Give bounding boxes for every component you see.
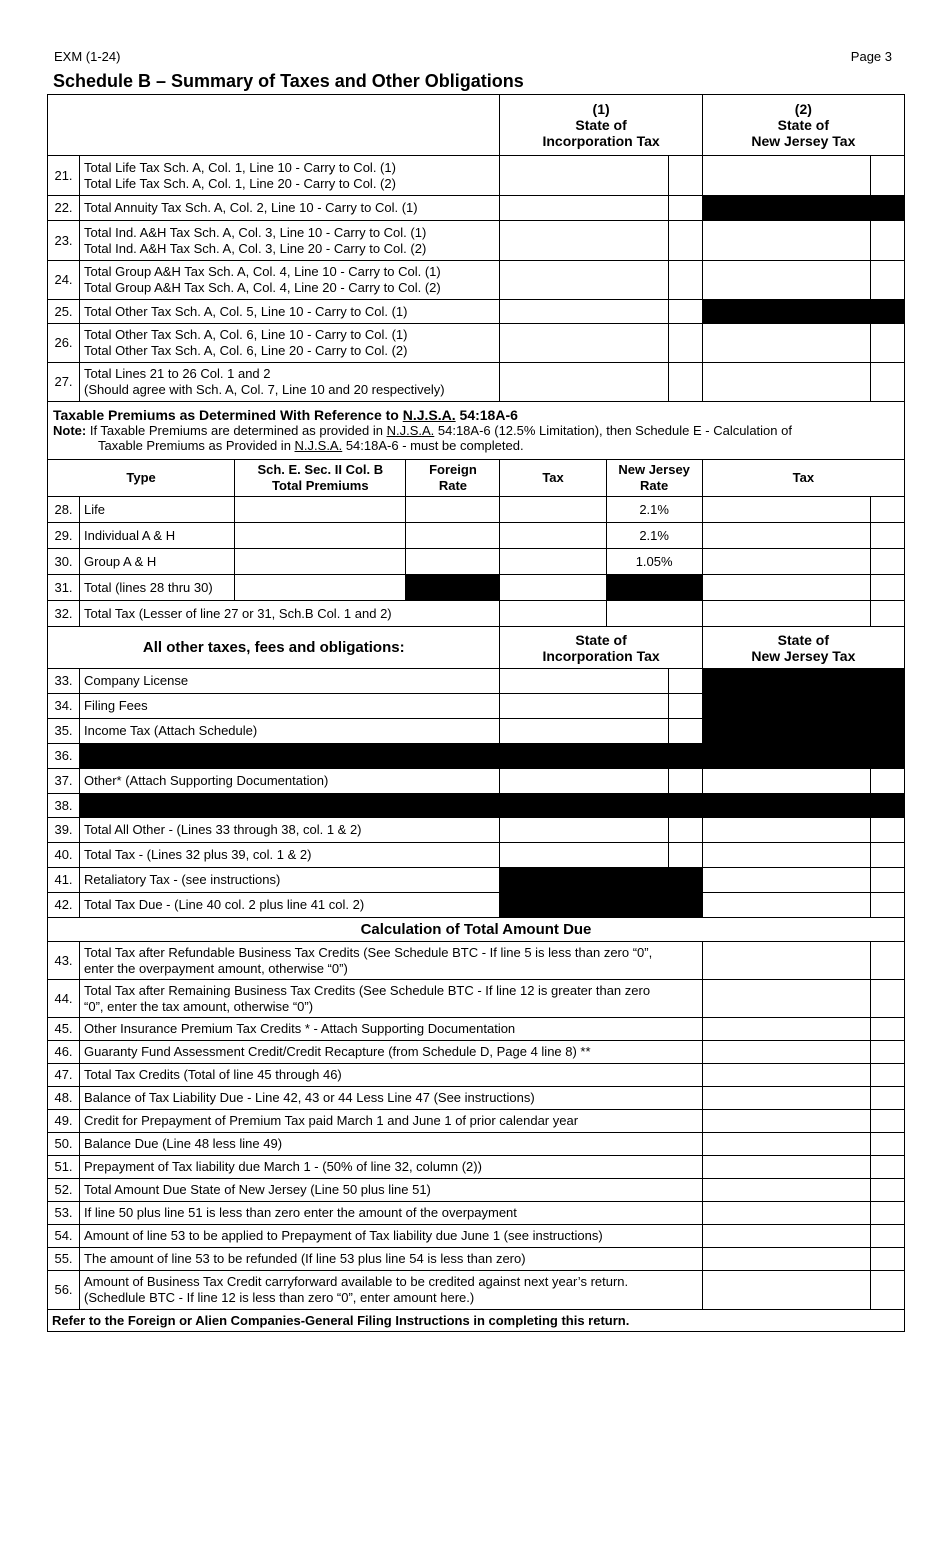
amount-field[interactable]: [702, 1179, 870, 1202]
line-label: Total Lines 21 to 26 Col. 1 and 2 (Should agree with Sch. A, Col. 7, Line 10 and 20 respectively): [80, 363, 500, 402]
col2-cents-field[interactable]: [870, 818, 904, 843]
col1-cents-field[interactable]: [668, 221, 702, 261]
amount-field[interactable]: [702, 1064, 870, 1087]
col1-cents-field[interactable]: [668, 694, 702, 719]
nj-tax-field[interactable]: [702, 497, 870, 523]
line-number: 36.: [48, 744, 80, 769]
table-row: [48, 843, 905, 868]
col1-amount-field[interactable]: [500, 261, 668, 300]
amount-field[interactable]: [702, 1110, 870, 1133]
col1-amount-field[interactable]: [500, 818, 668, 843]
line-number: 55.: [48, 1248, 80, 1271]
table-row: [48, 1271, 905, 1310]
col1-amount-field[interactable]: [500, 156, 668, 196]
nj-tax-cents-field[interactable]: [870, 497, 904, 523]
line-label: Life: [80, 497, 235, 523]
line-label: Total Tax after Refundable Business Tax Credits (See Schedule BTC - If line 5 is less than zero “0”, enter the overpayment amount, otherwise “0”): [80, 942, 703, 980]
col2-cents-field[interactable]: [870, 156, 904, 196]
col2-cents-field[interactable]: [870, 324, 904, 363]
line-number: 43.: [48, 942, 80, 980]
col1-cents-field[interactable]: [668, 719, 702, 744]
line-label: Total Annuity Tax Sch. A, Col. 2, Line 10 - Carry to Col. (1): [80, 196, 500, 221]
col1-cents-field[interactable]: [668, 261, 702, 300]
col2-cents-field[interactable]: [870, 221, 904, 261]
line-label: Total Ind. A&H Tax Sch. A, Col. 3, Line 10 - Carry to Col. (1) Total Ind. A&H Tax Sch. A, Col. 3, Line 20 - Carry to Col. (2): [80, 221, 500, 261]
line-number: 42.: [48, 893, 80, 918]
amount-field[interactable]: [702, 1087, 870, 1110]
amount-field[interactable]: [702, 942, 870, 980]
tax-field[interactable]: [500, 523, 606, 549]
table-row: [48, 300, 905, 324]
col2-amount-field[interactable]: [702, 324, 870, 363]
tax-header: Tax: [500, 460, 606, 497]
table-row: [48, 669, 905, 694]
col1-amount-field[interactable]: [500, 324, 668, 363]
cents-field[interactable]: [870, 1064, 904, 1087]
other-col2-header: State of New Jersey Tax: [702, 627, 904, 669]
type-header: Type: [48, 460, 235, 497]
col2-amount-field[interactable]: [702, 843, 870, 868]
nj-rate: 1.05%: [606, 549, 702, 575]
amount-field[interactable]: [702, 1041, 870, 1064]
col1-amount-field[interactable]: [500, 196, 668, 221]
line-label: Total Tax Credits (Total of line 45 through 46): [80, 1064, 703, 1087]
line-number: 32.: [48, 601, 80, 627]
tax-field[interactable]: [500, 575, 606, 601]
cents-field[interactable]: [870, 1133, 904, 1156]
line-number: 44.: [48, 980, 80, 1018]
table-row: [48, 980, 905, 1018]
line-label: Retaliatory Tax - (see instructions): [80, 868, 500, 893]
nj-tax-cents-field[interactable]: [870, 549, 904, 575]
line-label: Balance of Tax Liability Due - Line 42, 43 or 44 Less Line 47 (See instructions): [80, 1087, 703, 1110]
table-row: [48, 196, 905, 221]
line-number: 34.: [48, 694, 80, 719]
nj-tax-header: Tax: [702, 460, 904, 497]
cents-field[interactable]: [870, 1271, 904, 1310]
cents-field[interactable]: [870, 1110, 904, 1133]
blacked-out-cell: [702, 196, 904, 221]
line-label: Credit for Prepayment of Premium Tax paid March 1 and June 1 of prior calendar year: [80, 1110, 703, 1133]
line-number: 52.: [48, 1179, 80, 1202]
col2-cents-field[interactable]: [870, 893, 904, 918]
nj-rate-header: New Jersey Rate: [606, 460, 702, 497]
col2-cents-field[interactable]: [870, 363, 904, 402]
foreign-rate-header: Foreign Rate: [406, 460, 500, 497]
table-row: [48, 363, 905, 402]
table-row: [48, 1064, 905, 1087]
schedule-b-table: [47, 94, 905, 1332]
table-row: [48, 549, 905, 575]
schedule-title: Schedule B – Summary of Taxes and Other Obligations: [53, 71, 524, 91]
table-row: [48, 893, 905, 918]
cents-field[interactable]: [870, 1087, 904, 1110]
foreign-rate-field[interactable]: [406, 497, 500, 523]
amount-field[interactable]: [702, 1133, 870, 1156]
blacked-out-cell: [702, 669, 904, 744]
blank-cell: [606, 601, 702, 627]
table-row: [48, 575, 905, 601]
foreign-rate-field[interactable]: [406, 523, 500, 549]
line-label: Total Tax Due - (Line 40 col. 2 plus line 41 col. 2): [80, 893, 500, 918]
col1-cents-field[interactable]: [668, 363, 702, 402]
col1-cents-field[interactable]: [668, 156, 702, 196]
table-row: [48, 744, 905, 769]
line-number: 46.: [48, 1041, 80, 1064]
col1-cents-field[interactable]: [668, 818, 702, 843]
col1-amount-field[interactable]: [500, 363, 668, 402]
table-row: [48, 523, 905, 549]
col1-amount-field[interactable]: [500, 719, 668, 744]
table-row: [48, 1133, 905, 1156]
form-code: EXM (1-24): [54, 49, 121, 64]
col1-amount-field[interactable]: [500, 769, 668, 794]
blacked-out-row: [80, 794, 905, 818]
line-label: Total Other Tax Sch. A, Col. 5, Line 10 - Carry to Col. (1): [80, 300, 500, 324]
line-number: 24.: [48, 261, 80, 300]
col2-amount-field[interactable]: [702, 769, 870, 794]
col2-cents-field[interactable]: [870, 769, 904, 794]
line-label: Total Group A&H Tax Sch. A, Col. 4, Line 10 - Carry to Col. (1) Total Group A&H Tax Sch. A, Col. 4, Line 20 - Carry to Col. (2): [80, 261, 500, 300]
line-label: Total Tax (Lesser of line 27 or 31, Sch.B Col. 1 and 2): [80, 601, 500, 627]
cents-field[interactable]: [870, 1156, 904, 1179]
blacked-out-cell: [406, 575, 500, 601]
col2-cents-field[interactable]: [870, 843, 904, 868]
line-label: The amount of line 53 to be refunded (If line 53 plus line 54 is less than zero): [80, 1248, 703, 1271]
line-label: Individual A & H: [80, 523, 235, 549]
line-number: 31.: [48, 575, 80, 601]
nj-tax-field[interactable]: [702, 523, 870, 549]
col2-amount-field[interactable]: [702, 893, 870, 918]
line-number: 30.: [48, 549, 80, 575]
table-row: [48, 769, 905, 794]
table-row: [48, 1018, 905, 1041]
cents-field[interactable]: [870, 1248, 904, 1271]
nj-tax-cents-field[interactable]: [870, 575, 904, 601]
tax-field[interactable]: [500, 497, 606, 523]
nj-tax-cents-field[interactable]: [870, 523, 904, 549]
amount-field[interactable]: [702, 1156, 870, 1179]
table-row: [48, 868, 905, 893]
sche-total-premiums-header: Sch. E. Sec. II Col. B Total Premiums: [235, 460, 406, 497]
col2-amount-field[interactable]: [702, 868, 870, 893]
cents-field[interactable]: [870, 942, 904, 980]
col1-amount-field[interactable]: [500, 669, 668, 694]
col1-cents-field[interactable]: [668, 324, 702, 363]
total-premiums-field[interactable]: [235, 575, 406, 601]
blacked-out-cell: [702, 300, 904, 324]
line-number: 49.: [48, 1110, 80, 1133]
table-row: [48, 324, 905, 363]
line-number: 37.: [48, 769, 80, 794]
line-number: 53.: [48, 1202, 80, 1225]
table-row: [48, 601, 905, 627]
table-row: [48, 818, 905, 843]
table-row: [48, 794, 905, 818]
line-number: 21.: [48, 156, 80, 196]
col1-cents-field[interactable]: [668, 300, 702, 324]
col1-amount-field[interactable]: [500, 221, 668, 261]
total-premiums-field[interactable]: [235, 497, 406, 523]
col2-amount-field[interactable]: [702, 221, 870, 261]
nj-rate: 2.1%: [606, 523, 702, 549]
table-row: [48, 942, 905, 980]
total-premiums-field[interactable]: [235, 549, 406, 575]
col2-amount-field[interactable]: [702, 156, 870, 196]
cents-field[interactable]: [870, 1202, 904, 1225]
col2-amount-field[interactable]: [702, 818, 870, 843]
line-label: Income Tax (Attach Schedule): [80, 719, 500, 744]
line-number: 47.: [48, 1064, 80, 1087]
line-number: 22.: [48, 196, 80, 221]
cents-field[interactable]: [870, 1225, 904, 1248]
table-row: [48, 221, 905, 261]
calc-heading: Calculation of Total Amount Due: [48, 918, 905, 942]
table-row: [48, 1202, 905, 1225]
line-label: Total Other Tax Sch. A, Col. 6, Line 10 - Carry to Col. (1) Total Other Tax Sch. A, Col. 6, Line 20 - Carry to Col. (2): [80, 324, 500, 363]
amount-field[interactable]: [702, 1225, 870, 1248]
col2-amount-field[interactable]: [702, 363, 870, 402]
table-row: [48, 497, 905, 523]
table-row: [48, 1087, 905, 1110]
line-number: 50.: [48, 1133, 80, 1156]
line-number: 28.: [48, 497, 80, 523]
nj-rate: 2.1%: [606, 497, 702, 523]
cents-field[interactable]: [870, 1018, 904, 1041]
col1-header: (1) State of Incorporation Tax: [500, 95, 702, 156]
amount-field[interactable]: [702, 980, 870, 1018]
amount-field[interactable]: [702, 1018, 870, 1041]
col2-cents-field[interactable]: [870, 261, 904, 300]
line-number: 29.: [48, 523, 80, 549]
line-label: Other Insurance Premium Tax Credits * - Attach Supporting Documentation: [80, 1018, 703, 1041]
table-row: [48, 1156, 905, 1179]
line-number: 45.: [48, 1018, 80, 1041]
total-premiums-field[interactable]: [235, 523, 406, 549]
nj-tax-field[interactable]: [702, 575, 870, 601]
line-number: 56.: [48, 1271, 80, 1310]
line-number: 40.: [48, 843, 80, 868]
blacked-out-row: [80, 744, 905, 769]
line-number: 41.: [48, 868, 80, 893]
amount-field[interactable]: [702, 1271, 870, 1310]
line-label: Amount of line 53 to be applied to Prepayment of Tax liability due June 1 (see instructions): [80, 1225, 703, 1248]
line-label: If line 50 plus line 51 is less than zero enter the amount of the overpayment: [80, 1202, 703, 1225]
line-label: Total Life Tax Sch. A, Col. 1, Line 10 - Carry to Col. (1) Total Life Tax Sch. A, Col. 1, Line 20 - Carry to Col. (2): [80, 156, 500, 196]
table-row: [48, 1041, 905, 1064]
amount-field[interactable]: [702, 1202, 870, 1225]
line-number: 26.: [48, 324, 80, 363]
line-number: 27.: [48, 363, 80, 402]
cents-field[interactable]: [870, 1179, 904, 1202]
col1-amount-field[interactable]: [500, 694, 668, 719]
line-number: 48.: [48, 1087, 80, 1110]
blacked-out-cell: [606, 575, 702, 601]
line-number: 38.: [48, 794, 80, 818]
blacked-out-cell: [500, 868, 702, 918]
line-label: Total All Other - (Lines 33 through 38, col. 1 & 2): [80, 818, 500, 843]
line-label: Total Tax after Remaining Business Tax Credits (See Schedule BTC - If line 12 is greater than zero “0”, enter the tax amount, otherwise “0”): [80, 980, 703, 1018]
col2-cents-field[interactable]: [870, 868, 904, 893]
table-row: [48, 1179, 905, 1202]
line-label: Amount of Business Tax Credit carryforward available to be credited against next year’s return. (Schedlule BTC - If line 12 is less than zero “0”, enter amount here.): [80, 1271, 703, 1310]
table-row: [48, 1110, 905, 1133]
nj-tax-cents-field[interactable]: [870, 601, 904, 627]
tax-field[interactable]: [500, 549, 606, 575]
table-row: [48, 261, 905, 300]
line-number: 25.: [48, 300, 80, 324]
nj-tax-field[interactable]: [702, 601, 870, 627]
col1-cents-field[interactable]: [668, 843, 702, 868]
line-label: Other* (Attach Supporting Documentation): [80, 769, 500, 794]
col1-cents-field[interactable]: [668, 769, 702, 794]
line-label: Filing Fees: [80, 694, 500, 719]
col1-cents-field[interactable]: [668, 196, 702, 221]
line-label: Guaranty Fund Assessment Credit/Credit Recapture (from Schedule D, Page 4 line 8) **: [80, 1041, 703, 1064]
line-label: Company License: [80, 669, 500, 694]
line-label: Total Tax - (Lines 32 plus 39, col. 1 & 2): [80, 843, 500, 868]
tax-field[interactable]: [500, 601, 606, 627]
foreign-rate-field[interactable]: [406, 549, 500, 575]
line-number: 39.: [48, 818, 80, 843]
line-label: Group A & H: [80, 549, 235, 575]
col2-header: (2) State of New Jersey Tax: [702, 95, 904, 156]
col1-amount-field[interactable]: [500, 300, 668, 324]
header-blank: [48, 95, 500, 156]
line-number: 54.: [48, 1225, 80, 1248]
line-number: 23.: [48, 221, 80, 261]
line-label: Total (lines 28 thru 30): [80, 575, 235, 601]
line-label: Prepayment of Tax liability due March 1 - (50% of line 32, column (2)): [80, 1156, 703, 1179]
col1-cents-field[interactable]: [668, 669, 702, 694]
line-label: Balance Due (Line 48 less line 49): [80, 1133, 703, 1156]
taxable-premiums-note: Taxable Premiums as Determined With Reference to N.J.S.A. 54:18A-6 Note: If Taxable Premiums are determined as provided in N.J.S.A. 54:18A-6 (12.5% Limitation), then Schedule E - Calculation of Taxable Premiums as Provided in N.J.S.A. 54:18A-6 - must be completed.: [48, 402, 905, 460]
filing-instructions-note: Refer to the Foreign or Alien Companies-General Filing Instructions in completing this return.: [48, 1310, 905, 1332]
cents-field[interactable]: [870, 1041, 904, 1064]
col1-amount-field[interactable]: [500, 843, 668, 868]
table-row: [48, 156, 905, 196]
amount-field[interactable]: [702, 1248, 870, 1271]
line-label: Total Amount Due State of New Jersey (Line 50 plus line 51): [80, 1179, 703, 1202]
line-number: 51.: [48, 1156, 80, 1179]
other-col1-header: State of Incorporation Tax: [500, 627, 702, 669]
cents-field[interactable]: [870, 980, 904, 1018]
other-taxes-heading: All other taxes, fees and obligations:: [48, 627, 500, 669]
line-number: 35.: [48, 719, 80, 744]
col2-amount-field[interactable]: [702, 261, 870, 300]
nj-tax-field[interactable]: [702, 549, 870, 575]
taxable-premiums-heading: Taxable Premiums as Determined With Reference to N.J.S.A. 54:18A-6: [53, 407, 518, 423]
page-number: Page 3: [850, 49, 892, 64]
line-number: 33.: [48, 669, 80, 694]
table-row: [48, 1248, 905, 1271]
table-row: [48, 1225, 905, 1248]
